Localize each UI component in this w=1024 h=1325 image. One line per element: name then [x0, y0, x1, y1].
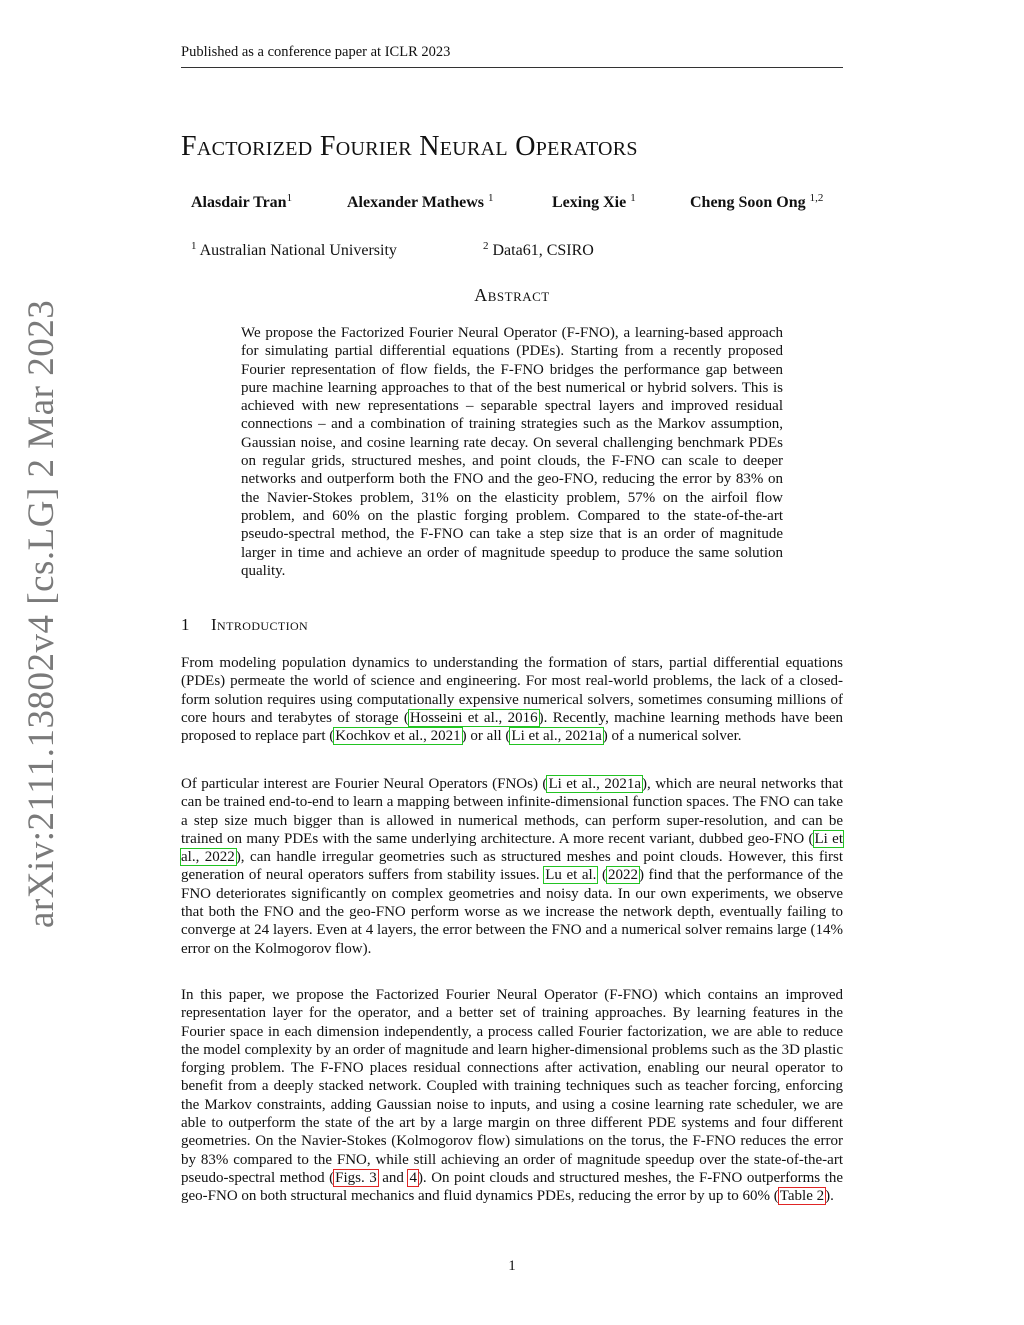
citation-link[interactable]: Li et al., 2021a [548, 776, 641, 792]
arxiv-stamp: arXiv:2111.13802v4 [cs.LG] 2 Mar 2023 [21, 299, 62, 928]
citation-link[interactable]: Li et al., 2022 [181, 830, 843, 866]
citation-link[interactable]: Hosseini et al., 2016 [409, 709, 538, 726]
paper-title: Factorized Fourier Neural Operators [181, 131, 638, 162]
section-heading-introduction [181, 615, 308, 635]
intro-paragraph-1: From modeling population dynamics to understanding the formation of stars, partial differential equations (PDEs) permeate the world of science and engineering. For most real-world problems, the lack of a closed-form solution requires using computationally expensive numerical solvers, sometimes consuming millions of core hours and terabytes of storage (Hosseini et al., 2016). Recently, machine learning methods have been proposed to replace part (Kochkov et al., 2021) or all (Li et al., 2021a) of a numerical solver. [181, 655, 844, 745]
intro-paragraph-3: In this paper, we propose the Factorized Fourier Neural Operator (F-FNO) which contains an improved representation layer for the operator, and a better set of training approaches. By learning features in the Fourier space in each dimension independently, a process called Fourier factorization, we are able to reduce the model complexity by an order of magnitude and learn higher-dimensional problems such as the 3D plastic forging problem. The F-FNO places residual connections after activation, enabling our neural operator to benefit from a deeply stacked network. Coupled with training techniques such as teacher forcing, enforcing the Markov constraints, adding Gaussian noise to inputs, and using a cosine learning rate scheduler, we are able to outperform the state of the art by a large margin on three different PDE systems and four different geometries. On the Navier-Stokes (Kolmogorov flow) simulations on the torus, the F-FNO reduces the error by 83% compared to the FNO, while still achieving an order of magnitude speedup over the state-of-the-art pseudo-spectral method (Figs. 3 and 4). On point clouds and structured meshes, the F-FNO outperforms the geo-FNO on both structural mechanics and fluid dynamics PDEs, reducing the error by up to 60% (Table 2). [181, 987, 843, 1205]
citation-link[interactable]: Kochkov et al., 2021 [335, 728, 461, 745]
intro-paragraph-2: Of particular interest are Fourier Neural Operators (FNOs) (Li et al., 2021a), which are neural networks that can be trained end-to-end to learn a mapping between infinite-dimensional function spaces. The FNO can take a step size much bigger than is allowed in numerical methods, can perform super-resolution, and can be trained on many PDEs with the same underlying architecture. A more recent variant, dubbed geo-FNO (Li et al., 2022), can handle irregular geometries such as structured meshes and point clouds. However, this first generation of neural operators suffers from stability issues. Lu et al. (2022) find that the performance of the FNO deteriorates significantly on complex geometries and noisy data. In our own experiments, we observe that both the FNO and the geo-FNO perform worse as we increase the network depth, eventually failing to converge at 24 layers. Even at 4 layers, the error between the FNO and a numerical solver remains large (14% error on the Kolmogorov flow). [181, 776, 843, 957]
affiliation-1: $^1$ Australian National University [191, 240, 397, 259]
page-number: 1 [508, 1258, 516, 1274]
author-1: Alasdair Tran$^1$ [191, 192, 293, 211]
abstract-heading: Abstract [474, 285, 550, 305]
running-header: Published as a conference paper at ICLR 2023 [181, 44, 843, 68]
author-4: Cheng Soon Ong $^{1,2}$ [690, 192, 824, 211]
table-reference-link[interactable]: Table 2 [779, 1188, 825, 1205]
author-3: Lexing Xie $^1$ [552, 192, 636, 211]
section-number: 1 [181, 615, 190, 634]
citation-link[interactable]: Lu et al. [545, 867, 597, 884]
author-2: Alexander Mathews $^1$ [347, 192, 494, 211]
affiliation-2: $^2$ Data61, CSIRO [483, 240, 594, 259]
figure-reference-link[interactable]: 4 [409, 1169, 417, 1186]
abstract-body: We propose the Factorized Fourier Neural Operator (F-FNO), a learning-based approach for simulating partial differential equations (PDEs). Starting from a recently proposed Fourier representation of flow fields, the F-FNO bridges the performance gap between pure machine learning approaches to that of the best numerical or hybrid solvers. This is achieved with new representations – separable spectral layers and improved residual connections – and a combination of training strategies such as the Markov assumption, Gaussian noise, and cosine learning rate decay. On several challenging benchmark PDEs on regular grids, structured meshes, and point clouds, the F-FNO can scale to deeper networks and outperform both the FNO and the geo-FNO, reducing the error by 83% on the Navier-Stokes problem, 31% on the elasticity problem, 57% on the airfoil flow problem, and 60% on the plastic forging problem. Compared to the state-of-the-art pseudo-spectral method, the F-FNO can take a step size that is an order of magnitude larger in time and achieve an order of magnitude speedup to produce the same solution quality. [241, 325, 783, 579]
figure-reference-link[interactable]: Figs. 3 [335, 1169, 377, 1186]
citation-link[interactable]: Li et al., 2021a [511, 728, 602, 745]
citation-link[interactable]: 2022 [608, 867, 638, 884]
section-title: Introduction [211, 615, 309, 634]
